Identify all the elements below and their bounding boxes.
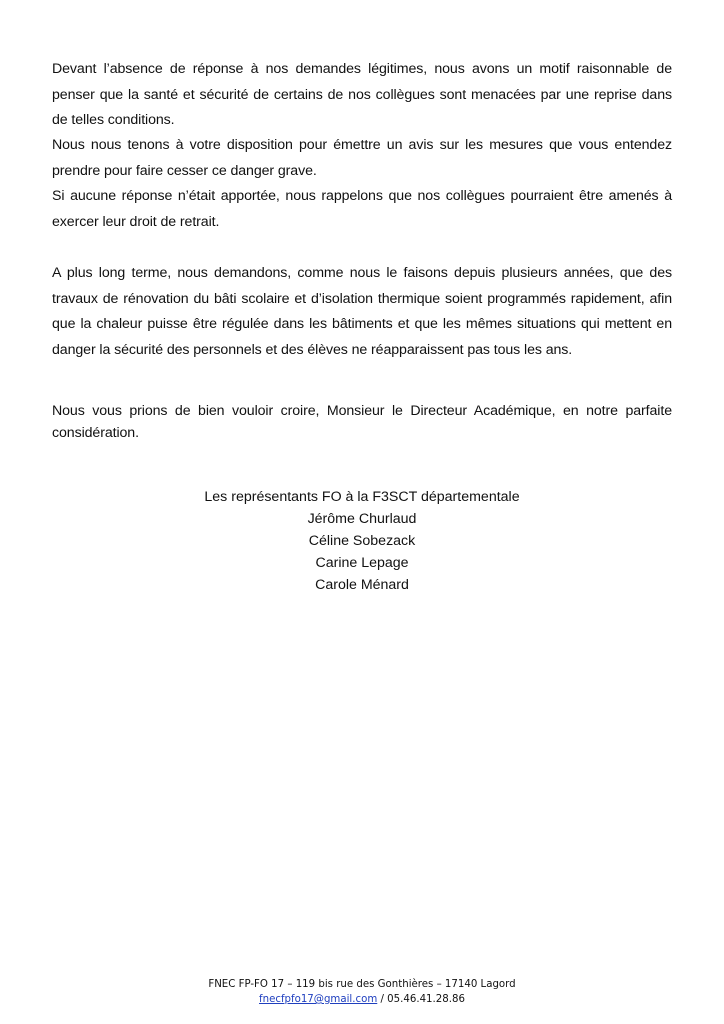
footer-contact — [0, 992, 724, 1007]
paragraph-long-terme: A plus long terme, nous demandons, comme nous le faisons depuis plusieurs années, que des travaux de rénovation du bâti scolaire et d’isolation thermique soient programmés rapidement, afin que la chaleur puisse être régulée dans les bâtiments et que les mêmes situations qui mettent en danger la sécurité des personnels et des élèves ne réapparaissent pas tous les ans. — [52, 265, 672, 358]
page-footer — [0, 977, 724, 1007]
signature-name: Céline Sobezack — [308, 533, 416, 549]
footer-phone: / 05.46.41.28.86 — [377, 994, 465, 1005]
signature-block — [52, 486, 672, 596]
footer-address: FNEC FP-FO 17 – 119 bis rue des Gonthières – 17140 Lagord — [208, 979, 516, 990]
signature-name: Carine Lepage — [315, 555, 409, 571]
paragraph-disposition: Nous nous tenons à votre disposition pour émettre un avis sur les mesures que vous entendez prendre pour faire cesser ce danger grave. — [52, 137, 672, 179]
closing-formula: Nous vous prions de bien vouloir croire, Monsieur le Directeur Académique, en notre parfaite considération. — [52, 403, 672, 441]
paragraph-droit-retrait: Si aucune réponse n’était apportée, nous rappelons que nos collègues pourraient être amenés à exercer leur droit de retrait. — [52, 188, 672, 230]
email-link[interactable]: fnecfpfo17@gmail.com — [259, 994, 378, 1005]
signature-name: Carole Ménard — [315, 577, 409, 593]
paragraph-absence-reponse: Devant l’absence de réponse à nos demandes légitimes, nous avons un motif raisonnable de penser que la santé et sécurité de certains de nos collègues sont menacées par une reprise dans de telles conditions. — [52, 61, 672, 129]
signature-title: Les représentants FO à la F3SCT départementale — [204, 489, 520, 505]
signature-name: Jérôme Churlaud — [307, 511, 417, 527]
